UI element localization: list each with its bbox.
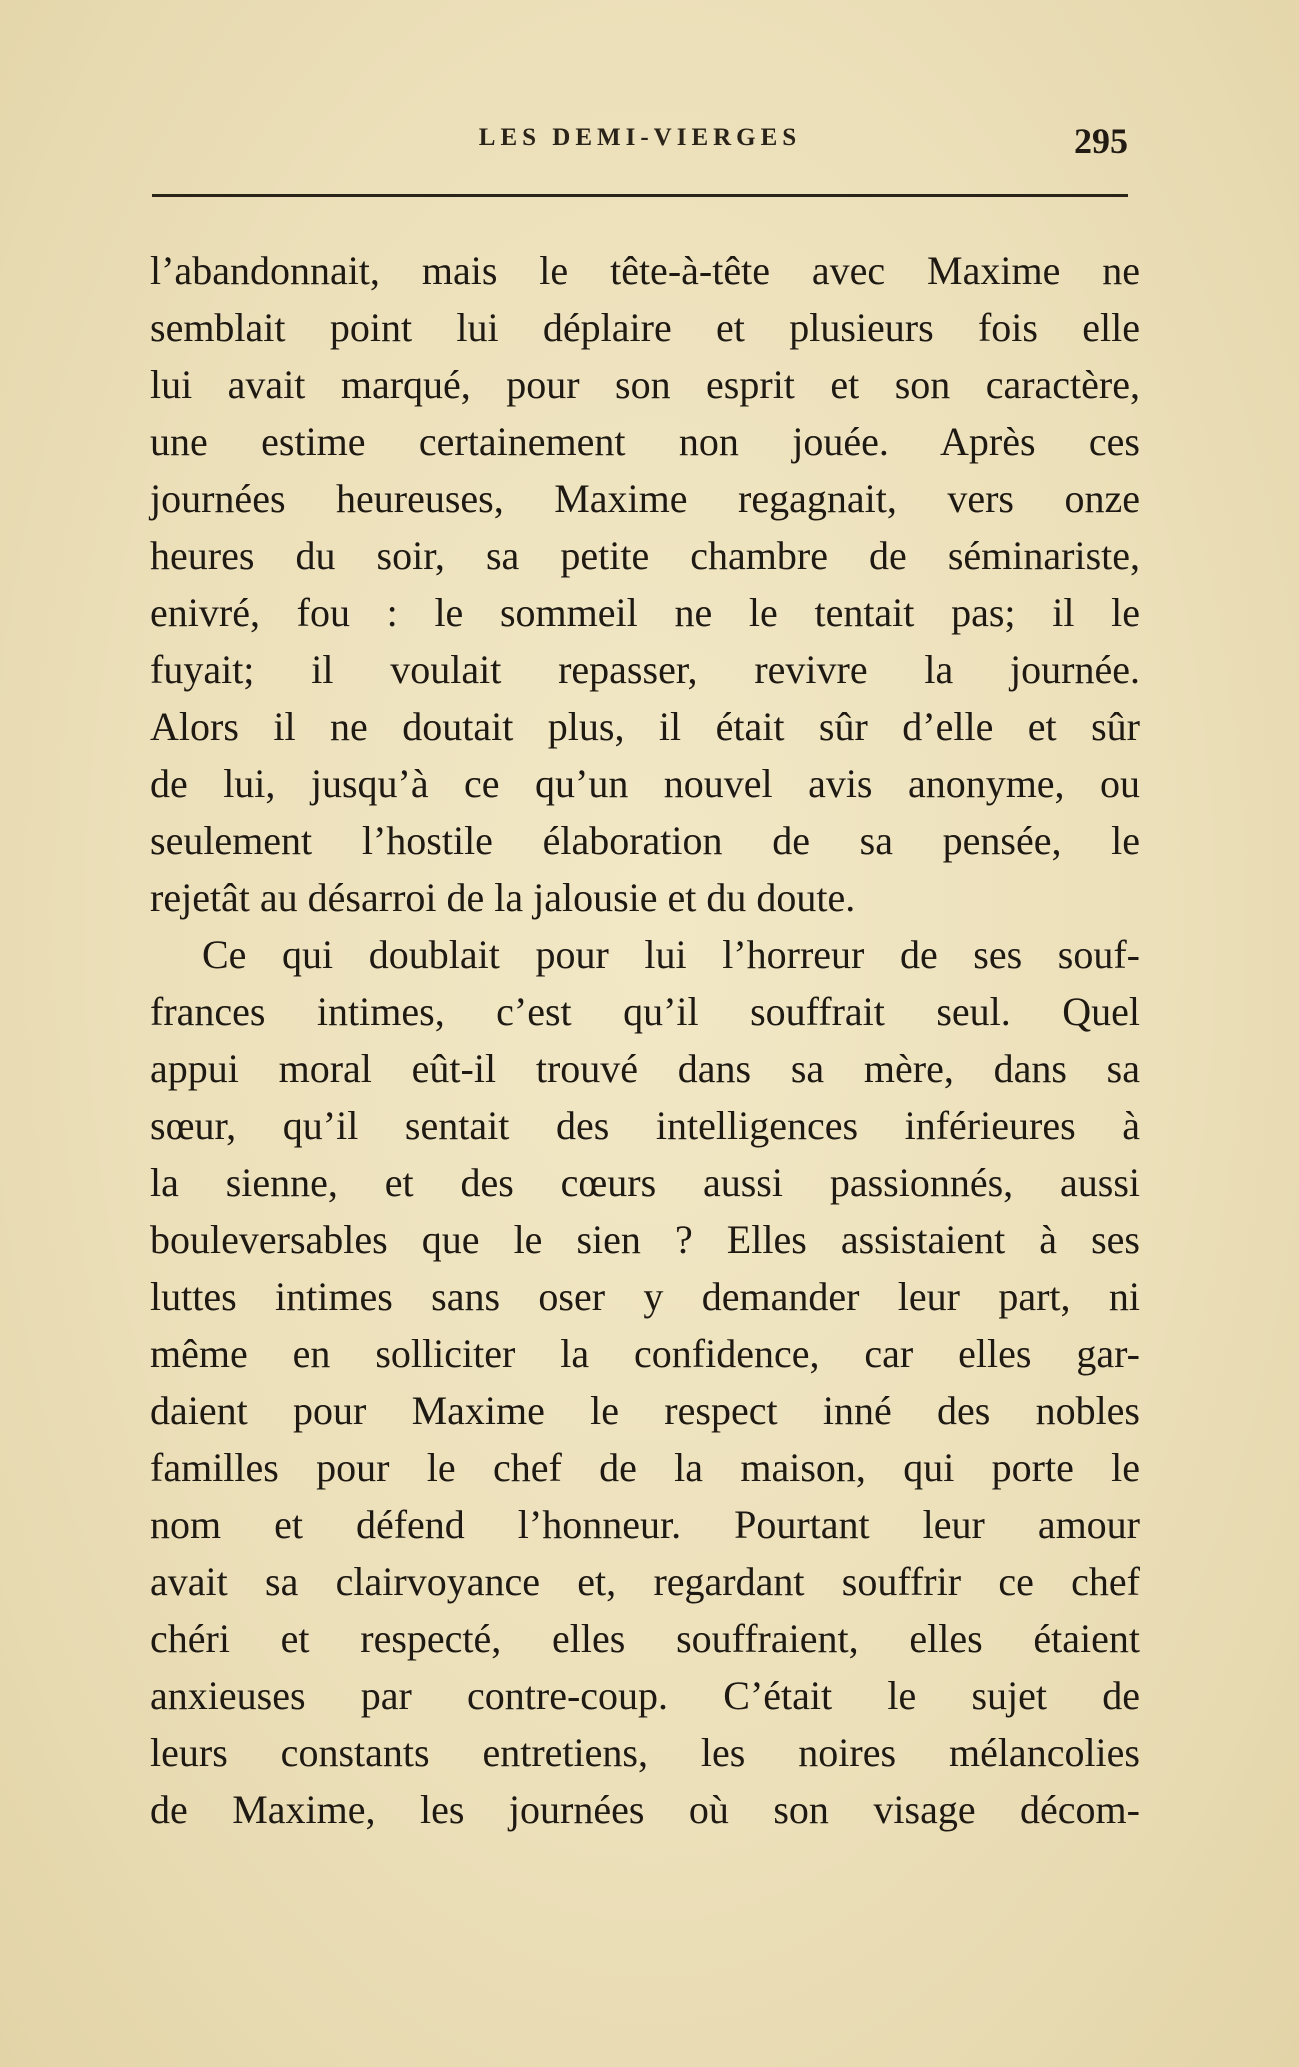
text-line: sœur, qu’il sentait des intelligences inférieures à	[150, 1103, 1140, 1148]
text-line: journées heureuses, Maxime regagnait, vers onze	[150, 476, 1140, 521]
running-title: LES DEMI-VIERGES	[478, 124, 802, 151]
text-line: une estime certainement non jouée. Après ces	[150, 419, 1140, 464]
header-rule	[152, 194, 1128, 197]
text-line: leurs constants entretiens, les noires mélancolies	[150, 1730, 1140, 1775]
text-line: luttes intimes sans oser y demander leur part, ni	[150, 1274, 1140, 1319]
text-line: de Maxime, les journées où son visage décom-	[150, 1787, 1140, 1832]
text-line: frances intimes, c’est qu’il souffrait seul. Quel	[150, 989, 1140, 1034]
text-line: enivré, fou : le sommeil ne le tentait pas; il le	[150, 590, 1140, 635]
page-number: 295	[1074, 121, 1128, 161]
text-line: nom et défend l’honneur. Pourtant leur amour	[150, 1502, 1140, 1547]
text-line: de lui, jusqu’à ce qu’un nouvel avis anonyme, ou	[150, 761, 1140, 806]
text-line: fuyait; il voulait repasser, revivre la journée.	[150, 647, 1140, 692]
text-line: daient pour Maxime le respect inné des nobles	[150, 1388, 1140, 1433]
text-line: seulement l’hostile élaboration de sa pensée, le	[150, 818, 1140, 863]
text-line: avait sa clairvoyance et, regardant souffrir ce chef	[150, 1559, 1140, 1604]
body-text	[150, 242, 1140, 1838]
text-line: lui avait marqué, pour son esprit et son caractère,	[150, 362, 1140, 407]
text-line: appui moral eût-il trouvé dans sa mère, dans sa	[150, 1046, 1140, 1091]
text-line: la sienne, et des cœurs aussi passionnés, aussi	[150, 1160, 1140, 1205]
text-line: anxieuses par contre-coup. C’était le sujet de	[150, 1673, 1140, 1718]
text-line: bouleversables que le sien ? Elles assistaient à ses	[150, 1217, 1140, 1262]
text-line: semblait point lui déplaire et plusieurs fois elle	[150, 305, 1140, 350]
paragraph-end-line: rejetât au désarroi de la jalousie et du doute.	[150, 875, 856, 920]
text-line: familles pour le chef de la maison, qui porte le	[150, 1445, 1140, 1490]
text-line: même en solliciter la confidence, car elles gar-	[150, 1331, 1140, 1376]
text-line: l’abandonnait, mais le tête-à-tête avec Maxime ne	[150, 248, 1140, 293]
text-line: Alors il ne doutait plus, il était sûr d’elle et sûr	[150, 704, 1140, 749]
page-header	[152, 112, 1128, 172]
text-line: heures du soir, sa petite chambre de séminariste,	[150, 533, 1140, 578]
paragraph-start-line: Ce qui doublait pour lui l’horreur de ses souf-	[202, 932, 1140, 977]
text-line: chéri et respecté, elles souffraient, elles étaient	[150, 1616, 1140, 1661]
